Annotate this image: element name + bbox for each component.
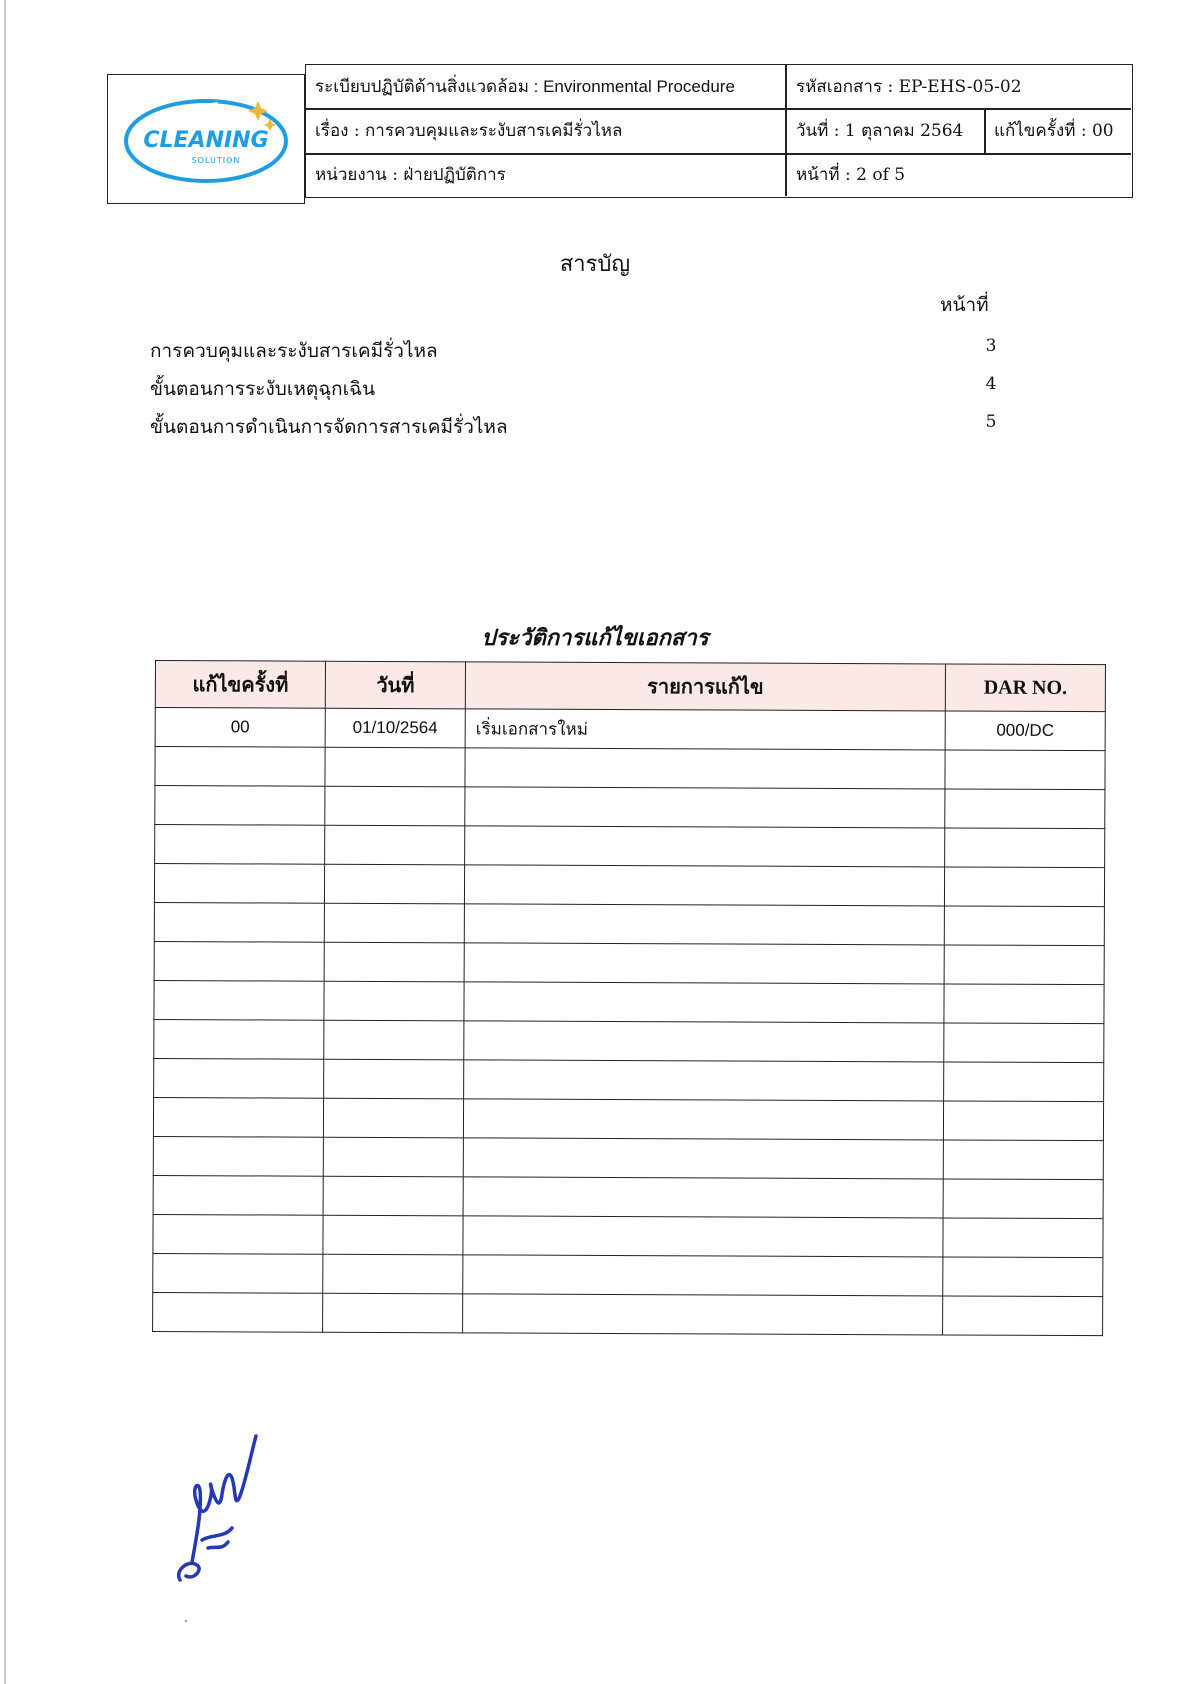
- col-header-description: รายการแก้ไข: [465, 662, 945, 711]
- toc-page-3: 5: [985, 412, 997, 432]
- cell-revision: 00: [155, 708, 325, 748]
- effective-date: วันที่ : 1 ตุลาคม 2564: [796, 121, 964, 141]
- revision-number: แก้ไขครั้งที่ : 00: [994, 121, 1114, 141]
- table-row-empty: [155, 825, 1105, 868]
- table-row-empty: [153, 1214, 1103, 1257]
- toc-entry-1: การควบคุมและระงับสารเคมีรั่วไหล: [150, 340, 438, 362]
- revision-history-title: ประวัติการแก้ไขเอกสาร: [481, 625, 709, 651]
- cell-dar-no: 000/DC: [945, 711, 1105, 751]
- company-logo: [108, 75, 303, 201]
- toc-page-header: หน้าที่: [940, 294, 989, 316]
- table-row-empty: [153, 1097, 1103, 1140]
- table-row-empty: [154, 1019, 1104, 1062]
- cell-description: เริ่มเอกสารใหม่: [465, 709, 945, 750]
- table-row-empty: [154, 941, 1104, 984]
- col-header-revision: แก้ไขครั้งที่: [155, 661, 325, 709]
- toc-page-1: 3: [985, 336, 997, 356]
- toc-title: สารบัญ: [559, 252, 631, 277]
- table-row-empty: [153, 1175, 1103, 1218]
- sparkle-icon: [248, 101, 268, 121]
- table-row-empty: [153, 1292, 1103, 1335]
- department: หน่วยงาน : ฝ่ายปฏิบัติการ: [315, 165, 506, 185]
- table-row-empty: [154, 902, 1104, 945]
- logo-brand: CLEANING: [143, 128, 269, 153]
- table-row-empty: [154, 864, 1104, 907]
- table-row-empty: [154, 980, 1104, 1023]
- col-header-date: วันที่: [325, 661, 465, 709]
- scan-speck: [185, 1620, 187, 1622]
- procedure-title: ระเบียบปฏิบัติด้านสิ่งแวดล้อม : Environmental Procedure: [315, 77, 735, 96]
- table-row-empty: [153, 1136, 1103, 1179]
- table-row-empty: [153, 1253, 1103, 1296]
- subject: เรื่อง : การควบคุมและระงับสารเคมีรั่วไหล: [315, 121, 623, 141]
- revision-history-table: [152, 660, 1106, 1336]
- signature: [172, 1430, 262, 1590]
- table-header-row: [155, 661, 1105, 712]
- header-info-grid: [305, 64, 1133, 198]
- logo-tagline: SOLUTION: [191, 156, 241, 165]
- document-header: [107, 64, 1133, 204]
- table-row-empty: [155, 747, 1105, 790]
- doc-code: รหัสเอกสาร : EP-EHS-05-02: [796, 77, 1022, 97]
- cell-date: 01/10/2564: [325, 708, 465, 748]
- page-number: หน้าที่ : 2 of 5: [796, 165, 906, 185]
- logo-cell: [107, 74, 305, 204]
- table-row-empty: [154, 1058, 1104, 1101]
- table-row: [155, 708, 1105, 751]
- toc-entry-3: ขั้นตอนการดำเนินการจัดการสารเคมีรั่วไหล: [150, 416, 508, 438]
- toc-page-2: 4: [985, 374, 997, 394]
- toc-entry-2: ขั้นตอนการระงับเหตุฉุกเฉิน: [150, 378, 376, 400]
- col-header-dar-no: DAR NO.: [945, 664, 1105, 712]
- table-row-empty: [155, 786, 1105, 829]
